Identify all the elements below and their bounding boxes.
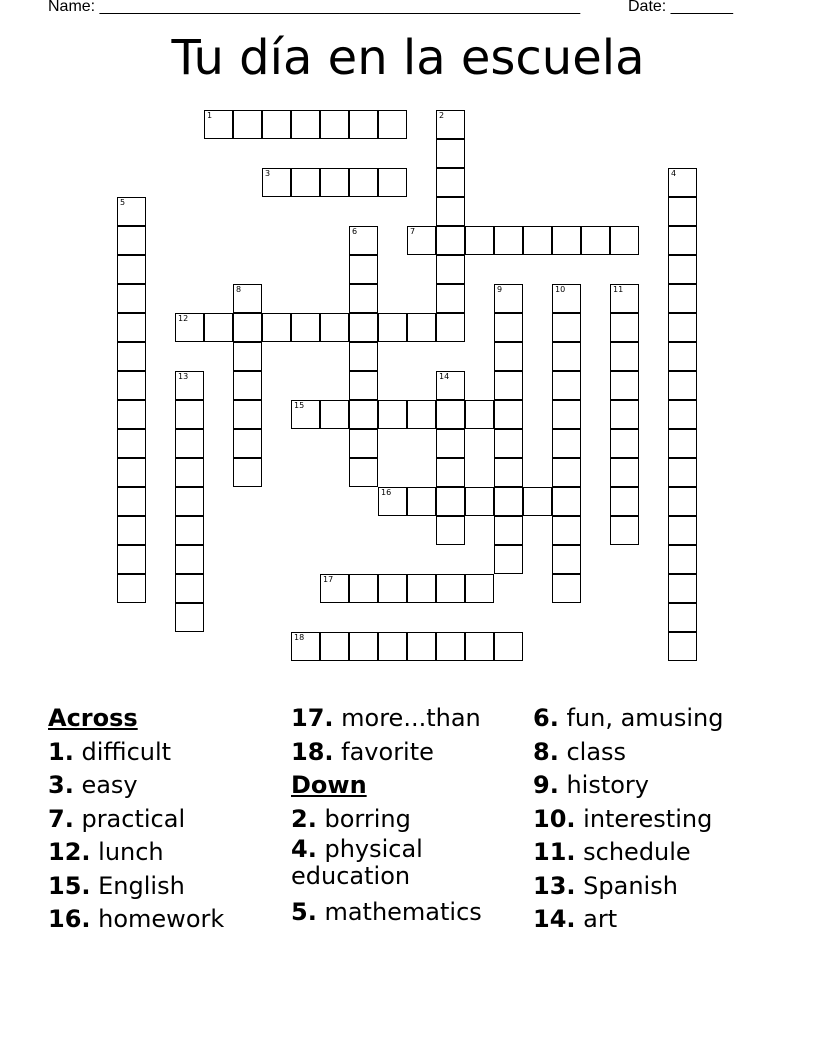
crossword-cell[interactable] [494,226,523,255]
crossword-cell[interactable] [204,313,233,342]
clue-item [533,702,793,736]
clue-number: 3 [265,169,271,178]
crossword-cell[interactable] [552,313,581,342]
clue-item-number: 12. [48,838,91,866]
crossword-cell[interactable] [436,458,465,487]
clue-item [48,870,278,904]
crossword-cell[interactable] [175,545,204,574]
crossword-cell[interactable] [117,313,146,342]
across-clue-list [48,736,278,937]
crossword-cell[interactable] [668,400,697,429]
crossword-cell[interactable] [552,371,581,400]
clue-column-1 [48,702,278,937]
crossword-cell[interactable] [436,400,465,429]
crossword-cell[interactable] [349,632,378,661]
crossword-cell[interactable] [610,487,639,516]
clue-item-text: mathematics [316,898,482,926]
crossword-cell[interactable] [494,632,523,661]
name-field-label: Name: ______________________________________________________ [48,0,581,15]
crossword-cell[interactable] [117,371,146,400]
clue-item-number: 16. [48,905,91,933]
crossword-cell[interactable] [320,632,349,661]
crossword-cell[interactable] [436,516,465,545]
clue-number: 6 [352,227,358,236]
crossword-cell[interactable] [407,487,436,516]
across-clue-list-continued [291,702,521,769]
crossword-cell[interactable] [436,226,465,255]
clue-item-number: 15. [48,871,91,900]
crossword-cell[interactable] [233,313,262,342]
crossword-cell[interactable] [610,342,639,371]
clue-number: 10 [555,285,566,294]
crossword-cell[interactable] [349,110,378,139]
date-field-label: Date: _______ [628,0,733,15]
clue-item [48,903,278,937]
clue-item [533,870,793,904]
crossword-cell[interactable] [291,313,320,342]
crossword-cell[interactable] [233,342,262,371]
crossword-cell[interactable] [407,400,436,429]
crossword-cell[interactable] [291,400,320,429]
clue-item-number: 18. [291,737,334,766]
crossword-cell[interactable] [378,313,407,342]
clue-item [291,702,521,736]
crossword-cell[interactable] [523,487,552,516]
crossword-cell[interactable] [233,284,262,313]
clue-item-number: 11. [533,838,576,866]
clue-item-text: homework [90,905,225,933]
crossword-cell[interactable] [407,632,436,661]
crossword-cell[interactable] [349,168,378,197]
crossword-cell[interactable] [552,458,581,487]
crossword-cell[interactable] [668,342,697,371]
crossword-cell[interactable] [668,313,697,342]
crossword-cell[interactable] [349,458,378,487]
crossword-cell[interactable] [117,284,146,313]
crossword-cell[interactable] [291,110,320,139]
crossword-cell[interactable] [378,168,407,197]
crossword-cell[interactable] [494,458,523,487]
clue-item [291,736,521,770]
crossword-cell[interactable] [320,313,349,342]
crossword-cell[interactable] [610,371,639,400]
crossword-cell[interactable] [436,197,465,226]
crossword-cell[interactable] [436,168,465,197]
crossword-cell[interactable] [262,168,291,197]
crossword-cell[interactable] [117,458,146,487]
clue-item-number: 10. [533,804,576,833]
crossword-cell[interactable] [175,574,204,603]
crossword-cell[interactable] [233,110,262,139]
crossword-cell[interactable] [349,371,378,400]
crossword-cell[interactable] [436,313,465,342]
crossword-cell[interactable] [552,487,581,516]
crossword-cell[interactable] [465,487,494,516]
crossword-cell[interactable] [668,429,697,458]
clue-item-number: 7. [48,804,74,833]
crossword-cell[interactable] [436,632,465,661]
clue-item-number: 13. [533,871,576,900]
clue-number: 9 [497,285,503,294]
clue-item-number: 9. [533,771,559,799]
clue-item-number: 14. [533,905,576,933]
crossword-cell[interactable] [436,487,465,516]
crossword-cell[interactable] [378,487,407,516]
clue-column-2 [291,702,521,930]
clue-number: 11 [613,285,624,294]
crossword-cell[interactable] [117,516,146,545]
crossword-cell[interactable] [610,516,639,545]
crossword-cell[interactable] [117,429,146,458]
crossword-cell[interactable] [668,371,697,400]
clue-item-text: Spanish [575,871,678,900]
crossword-cell[interactable] [494,429,523,458]
crossword-cell[interactable] [465,226,494,255]
clue-item [291,803,521,837]
clue-item-text: fun, amusing [558,704,724,732]
clue-item-text: practical [73,804,186,833]
down-clue-list-continued [533,702,793,937]
crossword-cell[interactable] [407,313,436,342]
clue-item [533,736,793,770]
clue-item-text: physical education [291,835,423,890]
clue-item [291,896,521,930]
crossword-cell[interactable] [610,284,639,313]
crossword-cell[interactable] [320,400,349,429]
clue-item [48,736,278,770]
crossword-cell[interactable] [320,574,349,603]
crossword-cell[interactable] [204,110,233,139]
crossword-cell[interactable] [291,632,320,661]
clue-item [48,769,278,803]
crossword-cell[interactable] [349,342,378,371]
clue-number: 18 [294,633,305,642]
clue-item [291,836,521,890]
crossword-cell[interactable] [378,110,407,139]
crossword-cell[interactable] [262,110,291,139]
crossword-cell[interactable] [117,545,146,574]
crossword-cell[interactable] [668,197,697,226]
crossword-cell[interactable] [233,429,262,458]
crossword-cell[interactable] [552,226,581,255]
crossword-cell[interactable] [233,458,262,487]
crossword-cell[interactable] [117,197,146,226]
crossword-cell[interactable] [436,255,465,284]
clue-item-number: 2. [291,804,317,833]
clue-number: 1 [207,111,213,120]
crossword-cell[interactable] [552,342,581,371]
crossword-cell[interactable] [349,226,378,255]
crossword-cell[interactable] [320,110,349,139]
crossword-cell[interactable] [668,545,697,574]
clue-number: 15 [294,401,305,410]
clue-number: 14 [439,372,450,381]
crossword-cell[interactable] [436,574,465,603]
crossword-cell[interactable] [436,139,465,168]
clue-number: 13 [178,372,189,381]
clue-item-text: easy [73,771,138,799]
down-clue-list [291,803,521,930]
crossword-cell[interactable] [610,313,639,342]
crossword-cell[interactable] [262,313,291,342]
clue-item-text: class [558,737,627,766]
crossword-cell[interactable] [349,313,378,342]
clue-item-number: 4. [291,835,317,863]
crossword-cell[interactable] [552,574,581,603]
crossword-cell[interactable] [175,371,204,400]
clue-item-number: 8. [533,737,559,766]
crossword-cell[interactable] [117,487,146,516]
crossword-cell[interactable] [494,371,523,400]
crossword-cell[interactable] [668,168,697,197]
crossword-cell[interactable] [668,255,697,284]
crossword-cell[interactable] [117,400,146,429]
clue-item [533,803,793,837]
crossword-cell[interactable] [668,487,697,516]
crossword-cell[interactable] [465,400,494,429]
clue-item-text: more...than [333,704,481,732]
clue-number: 17 [323,575,334,584]
crossword-cell[interactable] [610,429,639,458]
crossword-cell[interactable] [465,632,494,661]
crossword-cell[interactable] [291,168,320,197]
clue-item-text: borring [316,804,411,833]
crossword-cell[interactable] [668,226,697,255]
clue-item-number: 3. [48,771,74,799]
crossword-cell[interactable] [552,516,581,545]
clue-number: 12 [178,314,189,323]
puzzle-title: Tu día en la escuela [171,30,645,86]
clue-item-text: difficult [73,737,172,766]
crossword-cell[interactable] [436,284,465,313]
crossword-cell[interactable] [407,574,436,603]
crossword-cell[interactable] [175,458,204,487]
crossword-cell[interactable] [117,574,146,603]
crossword-cell[interactable] [552,284,581,313]
crossword-cell[interactable] [610,458,639,487]
clue-item-number: 6. [533,704,559,732]
clue-number: 4 [671,169,677,178]
clue-item [48,803,278,837]
down-heading: Down [291,771,367,799]
crossword-cell[interactable] [494,284,523,313]
clue-item-text: English [90,871,185,900]
crossword-cell[interactable] [233,400,262,429]
clue-item [533,903,793,937]
crossword-cell[interactable] [436,110,465,139]
crossword-cell[interactable] [523,226,552,255]
crossword-cell[interactable] [494,545,523,574]
crossword-cell[interactable] [175,603,204,632]
crossword-cell[interactable] [175,429,204,458]
clue-item-text: schedule [575,838,691,866]
clue-number: 5 [120,198,126,207]
crossword-cell[interactable] [349,400,378,429]
clue-item [48,836,278,870]
crossword-cell[interactable] [494,400,523,429]
crossword-cell[interactable] [436,371,465,400]
clue-number: 8 [236,285,242,294]
crossword-cell[interactable] [320,168,349,197]
crossword-cell[interactable] [668,632,697,661]
crossword-cell[interactable] [668,284,697,313]
clue-column-3 [533,702,793,937]
crossword-cell[interactable] [175,313,204,342]
crossword-cell[interactable] [610,226,639,255]
crossword-cell[interactable] [175,487,204,516]
crossword-cell[interactable] [552,400,581,429]
crossword-cell[interactable] [494,313,523,342]
crossword-cell[interactable] [494,516,523,545]
crossword-cell[interactable] [552,429,581,458]
clue-item-number: 17. [291,704,334,732]
clue-item-text: favorite [333,737,434,766]
crossword-cell[interactable] [378,400,407,429]
crossword-cell[interactable] [494,487,523,516]
crossword-cell[interactable] [581,226,610,255]
crossword-cell[interactable] [349,429,378,458]
crossword-cell[interactable] [117,342,146,371]
crossword-cell[interactable] [349,284,378,313]
crossword-cell[interactable] [117,255,146,284]
crossword-cell[interactable] [378,632,407,661]
clue-item-number: 5. [291,898,317,926]
clue-item-text: lunch [90,838,164,866]
clue-item-text: interesting [575,804,713,833]
crossword-cell[interactable] [175,400,204,429]
clue-number: 16 [381,488,392,497]
crossword-cell[interactable] [378,574,407,603]
crossword-cell[interactable] [668,516,697,545]
clue-item [533,836,793,870]
crossword-cell[interactable] [233,371,262,400]
clue-item [533,769,793,803]
crossword-cell[interactable] [436,429,465,458]
clue-item-number: 1. [48,737,74,766]
crossword-cell[interactable] [465,574,494,603]
crossword-cell[interactable] [668,603,697,632]
clue-number: 7 [410,227,416,236]
crossword-cell[interactable] [494,342,523,371]
crossword-cell[interactable] [407,226,436,255]
clue-number: 2 [439,111,445,120]
crossword-cell[interactable] [668,458,697,487]
clue-item-text: history [558,771,650,799]
across-heading: Across [48,704,138,732]
crossword-cell[interactable] [349,255,378,284]
crossword-cell[interactable] [552,545,581,574]
crossword-cell[interactable] [175,516,204,545]
crossword-cell[interactable] [668,574,697,603]
crossword-cell[interactable] [349,574,378,603]
clue-item-text: art [575,905,618,933]
crossword-cell[interactable] [610,400,639,429]
crossword-cell[interactable] [117,226,146,255]
